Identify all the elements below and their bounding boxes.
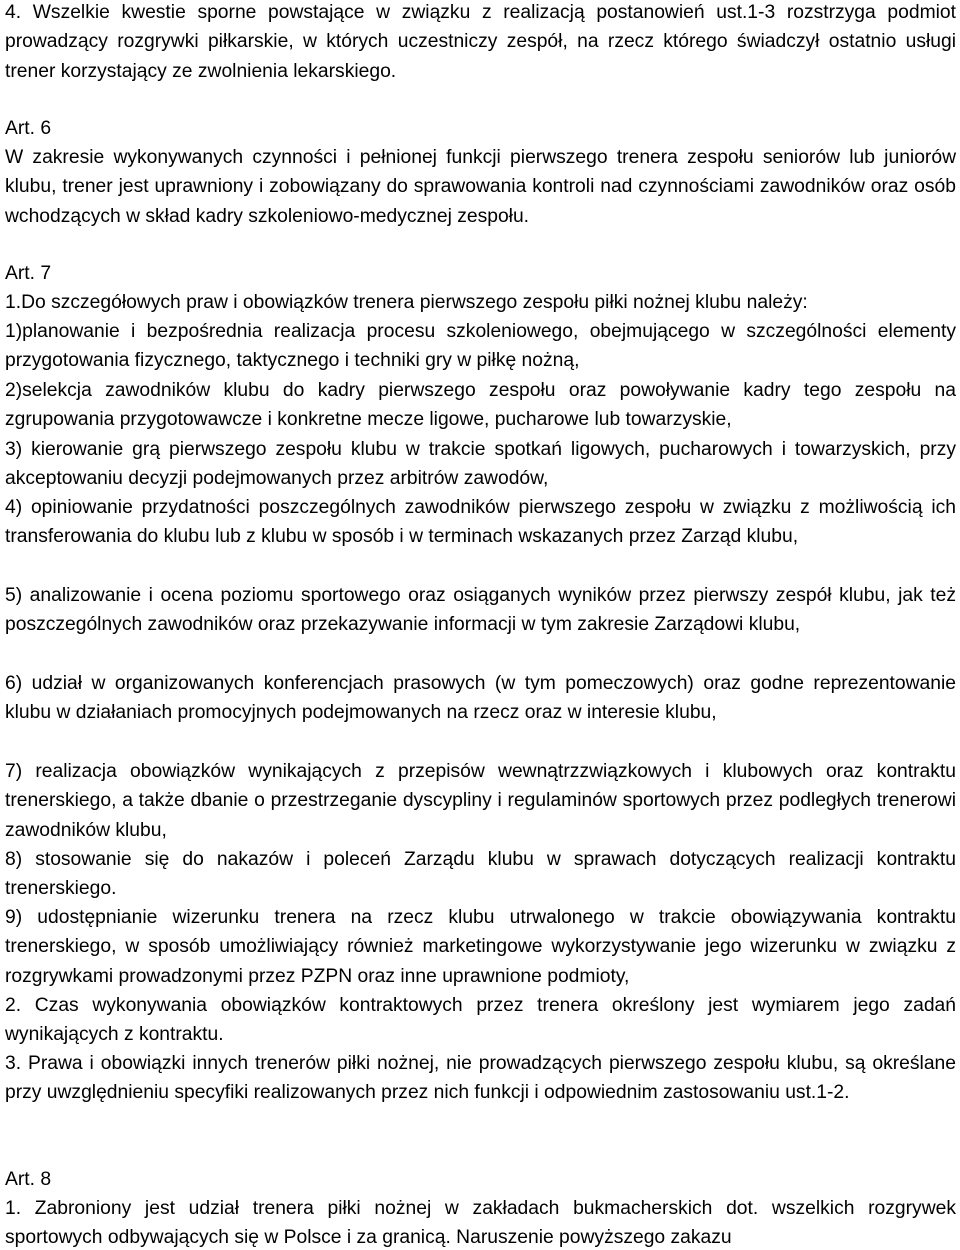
art7-item-7: 7) realizacja obowiązków wynikających z przepisów wewnątrzzwiązkowych i klubowych oraz kontraktu trenerskiego, a także dbanie o przestrzeganie dyscypliny i regulaminów sportowych przez podległych trenerowi zawodników klubu, xyxy=(5,761,956,841)
art7-paragraph-1-intro: 1.Do szczegółowych praw i obowiązków trenera pierwszego zespołu piłki nożnej klubu należy: xyxy=(5,292,808,313)
art7-item-6: 6) udział w organizowanych konferencjach prasowych (w tym pomeczowych) oraz godne reprezentowanie klubu w działaniach promocyjnych podejmowanych na rzecz oraz w interesie klubu, xyxy=(5,673,956,724)
art7-item-1: 1)planowanie i bezpośrednia realizacja procesu szkoleniowego, obejmującego w szczególności elementy przygotowania fizycznego, taktycznego i techniki gry w piłkę nożną, xyxy=(5,321,956,372)
art5-paragraph-4: 4. Wszelkie kwestie sporne powstające w związku z realizacją postanowień ust.1-3 rozstrzyga podmiot prowadzący rozgrywki piłkarskie, w których uczestniczy zespół, na rzecz którego świadczył ostatnio usługi trener korzystający ze zwolnienia lekarskiego. xyxy=(5,2,956,82)
art7-paragraph-3: 3. Prawa i obowiązki innych trenerów piłki nożnej, nie prowadzących pierwszego zespołu klubu, są określane przy uwzględnieniu specyfiki realizowanych przez nich funkcji i odpowiednim zastosowaniu ust.1-2. xyxy=(5,1053,956,1104)
art6-heading: Art. 6 xyxy=(5,118,52,139)
art7-heading: Art. 7 xyxy=(5,263,52,284)
art7-item-3: 3) kierowanie grą pierwszego zespołu klubu w trakcie spotkań ligowych, pucharowych i towarzyskich, przy akceptowaniu decyzji podejmowanych przez arbitrów zawodów, xyxy=(5,439,956,490)
art7-item-5: 5) analizowanie i ocena poziomu sportowego oraz osiąganych wyników przez pierwszy zespół klubu, jak też poszczególnych zawodników oraz przekazywanie informacji w tym zakresie Zarządowi klubu, xyxy=(5,585,956,636)
art7-item-4: 4) opiniowanie przydatności poszczególnych zawodników pierwszego zespołu w związku z możliwością ich transferowania do klubu lub z klubu w sposób i w terminach wskazanych przez Zarząd klubu, xyxy=(5,497,956,548)
art8-paragraph-1: 1. Zabroniony jest udział trenera piłki nożnej w zakładach bukmacherskich dot. wszelkich rozgrywek sportowych odbywających się w Polsce i za granicą. Naruszenie powyższego zakazu xyxy=(5,1198,956,1249)
art7-item-9: 9) udostępnianie wizerunku trenera na rzecz klubu utrwalonego w trakcie obowiązywania kontraktu trenerskiego, w sposób umożliwiający również marketingowe wykorzystywanie jego wizerunku w związku z rozgrywkami prowadzonymi przez PZPN oraz inne uprawnione podmioty, xyxy=(5,907,956,987)
art7-paragraph-2: 2. Czas wykonywania obowiązków kontraktowych przez trenera określony jest wymiarem jego zadań wynikających z kontraktu. xyxy=(5,995,956,1046)
art7-item-8: 8) stosowanie się do nakazów i poleceń Zarządu klubu w sprawach dotyczących realizacji kontraktu trenerskiego. xyxy=(5,849,956,900)
art8-heading: Art. 8 xyxy=(5,1169,52,1190)
art6-paragraph: W zakresie wykonywanych czynności i pełnionej funkcji pierwszego trenera zespołu seniorów lub juniorów klubu, trener jest uprawniony i zobowiązany do sprawowania kontroli nad czynnościami zawodników oraz osób wchodzących w skład kadry szkoleniowo-medycznej zespołu. xyxy=(5,147,956,227)
art7-item-2: 2)selekcja zawodników klubu do kadry pierwszego zespołu oraz powoływanie kadry tego zespołu na zgrupowania przygotowawcze i konkretne mecze ligowe, pucharowe lub towarzyskie, xyxy=(5,380,956,431)
